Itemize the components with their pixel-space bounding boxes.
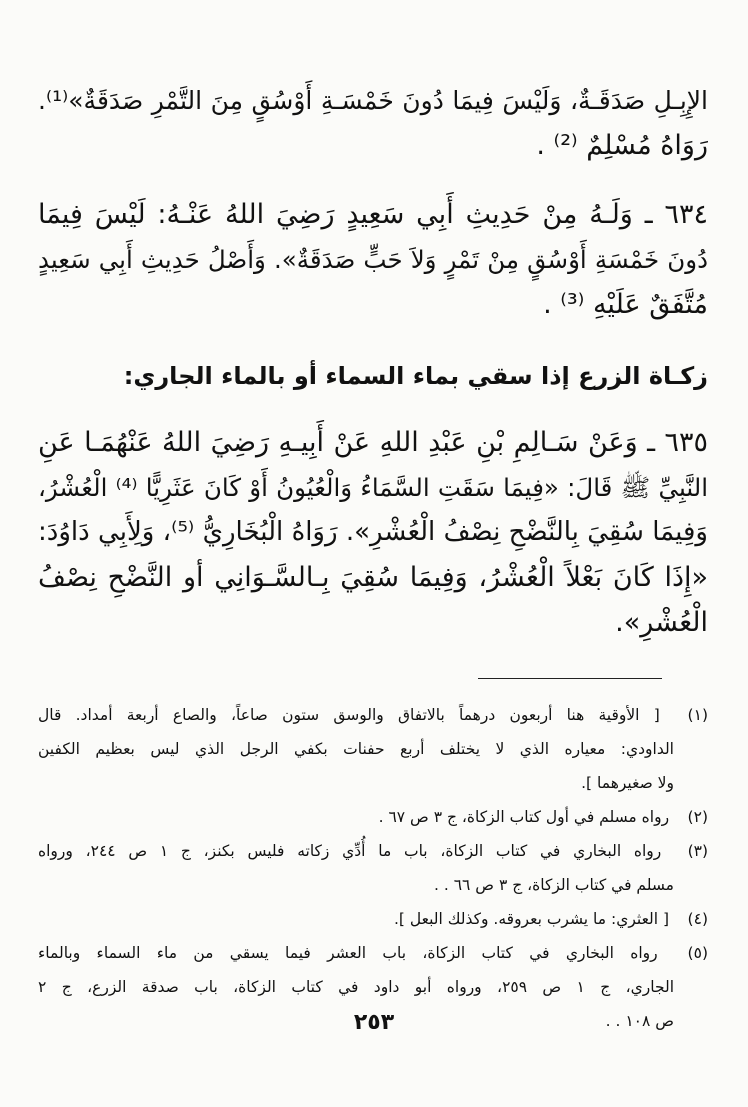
footnote-number: (١): [687, 706, 708, 724]
footnote-text: [ الأوقية هنا أربعون درهماً بالاتفاق والوسق ستون صاعاً، والصاع أربعة أمداد. قال: [38, 706, 660, 724]
text-line: «إِذَا كَانَ بَعْلاً الْعُشْرُ، وَفِيمَا سُقِيَ بِـالسَّـوَانِي أو النَّضْحِ نِصْفُ: [38, 562, 708, 593]
footnote-number: (٢): [687, 808, 708, 826]
paragraph-hadith-635: [38, 420, 708, 645]
section-heading: زكـاة الزرع إذا سقي بماء السماء أو بالماء الجاري:: [123, 362, 708, 390]
footnote-4: [38, 902, 708, 936]
footnote-2: [38, 800, 708, 834]
footnotes: [38, 698, 708, 1038]
footnote-number: (٥): [687, 944, 708, 962]
footnote-text: رواه مسلم في أول كتاب الزكاة، ج ٣ ص ٦٧ .: [378, 808, 670, 826]
footnote-text: رواه البخاري في كتاب الزكاة، باب ما أُدِّي زكاته فليس بكنز، ج ١ ص ٢٤٤، ورواه: [38, 842, 662, 860]
text-line: مُتَّفَقٌ عَلَيْهِ ⁽³⁾ .: [543, 289, 708, 320]
footnote-text: مسلم في كتاب الزكاة، ج ٣ ص ٦٦ . .: [433, 876, 674, 894]
text-line: الْعُشْرِ».: [615, 607, 708, 638]
text-line: دُونَ خَمْسَةِ أَوْسُقٍ مِنْ تَمْرٍ وَلاَ حَبٍّ صَدَقَةٌ». وَأَصْلُ حَدِيثِ أَبِي سَعِيدٍ: [38, 245, 708, 274]
footnote-text: رواه البخاري في كتاب الزكاة، باب العشر فيما يسقي من ماء السماء وبالماء: [38, 944, 658, 962]
footnote-text: الداودي: معياره الذي لا يختلف أربع حفنات بكفي الرجل الذي ليس بعظيم الكفين: [38, 740, 674, 758]
footnote-text: ص ١٠٨ . .: [605, 1012, 674, 1030]
text-line: النَّبِيِّ ﷺ قَالَ: «فِيمَا سَقَتِ السَّمَاءُ وَالْعُيُونُ أَوْ كَانَ عَثَرِيًّا ⁽⁴⁾ الْعُشْرُ،: [38, 473, 708, 502]
paragraph-hadith-continuation: [38, 78, 708, 168]
text-line: وَفِيمَا سُقِيَ بِالنَّضْحِ نِصْفُ الْعُشْرِ». رَوَاهُ الْبُخَارِيُّ ⁽⁵⁾، وَلِأَبِي دَاوُدَ:: [38, 517, 708, 547]
footnote-text: [ العثري: ما يشرب بعروقه. وكذلك البعل ].: [393, 910, 670, 928]
footnote-1: [38, 698, 708, 800]
paragraph-hadith-634: [38, 192, 708, 327]
footnote-3: [38, 834, 708, 902]
page-number: ٢٥٣: [353, 1010, 395, 1035]
footnote-text: الجاري، ج ١ ص ٢٥٩، ورواه أبو داود في كتاب الزكاة، باب صدقة الزرع، ج ٢: [38, 978, 675, 996]
footnote-text: ولا صغيرهما ].: [581, 774, 674, 792]
footnote-number: (٤): [687, 910, 708, 928]
footnote-separator: [478, 678, 662, 679]
text-line: الإِبِـلِ صَدَقَـةٌ، وَلَيْسَ فِيمَا دُونَ خَمْسَـةِ أَوْسُقٍ مِنَ التَّمْرِ صَدَقَةٌ»⁽¹⁾.: [38, 86, 708, 115]
text-line: ٦٣٤ ـ وَلَـهُ مِنْ حَدِيثِ أَبِي سَعِيدٍ رَضِيَ اللهُ عَنْـهُ: لَيْسَ فِيمَا: [38, 199, 708, 230]
text-line: رَوَاهُ مُسْلِمٌ ⁽²⁾ .: [536, 130, 708, 161]
text-line: ٦٣٥ ـ وَعَنْ سَـالِمِ بْنِ عَبْدِ اللهِ عَنْ أَبِيـهِ رَضِيَ اللهُ عَنْهُمَـا عَنِ: [38, 427, 708, 458]
footnote-number: (٣): [687, 842, 708, 860]
